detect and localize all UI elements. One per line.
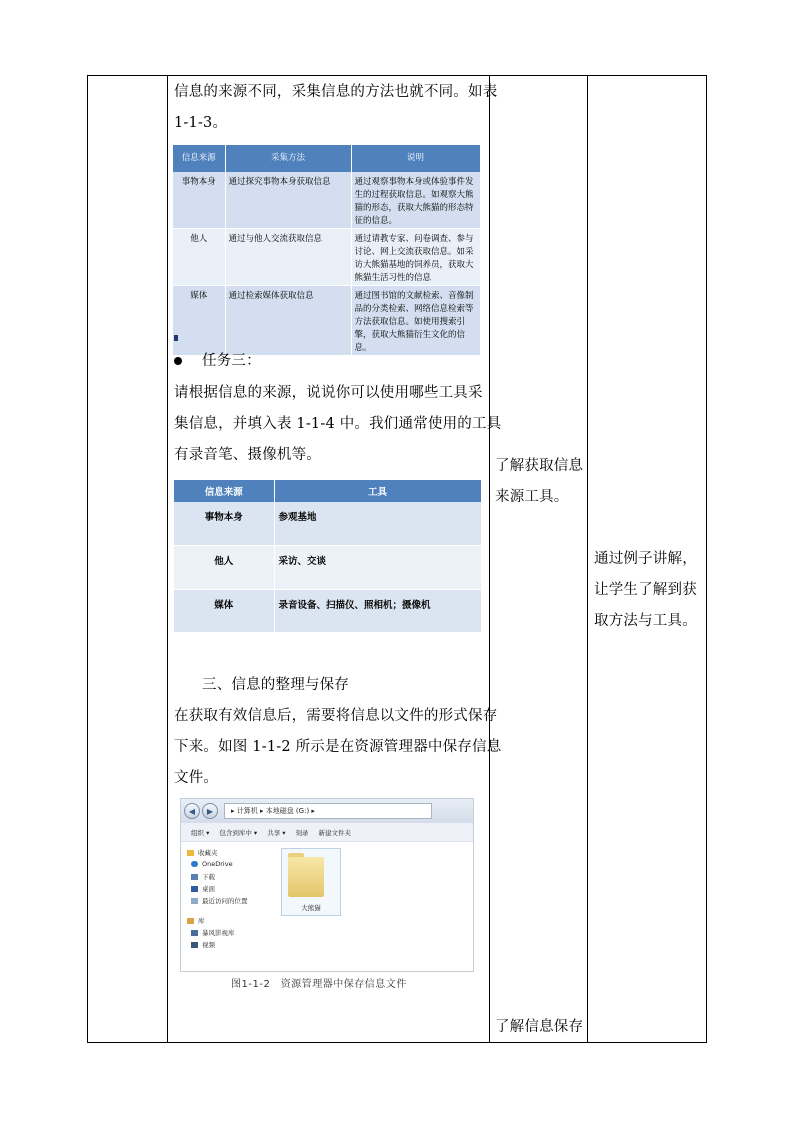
t3-cell: 通过图书馆的文献检索、音像制品的分类检索、网络信息检索等方法获取信息。如使用搜索引擎，获取大熊猫衍生文化的信息。 [351,286,480,356]
table-col-border-4 [587,75,588,1043]
student-col-text-1a: 了解获取信息 [495,458,584,474]
table-row [173,229,480,286]
media-icon [191,930,198,936]
table-1-1-3 [173,145,481,356]
t3-header-method: 采集方法 [225,145,351,172]
section3-line-3: 文件。 [174,770,219,786]
nav-item: 最近访问的位置 [191,896,248,905]
t3-cell: 媒体 [173,286,225,356]
star-icon [187,850,194,856]
toolbar-include-library: 包含到库中 ▾ [219,828,258,837]
table-top-border [87,75,707,76]
explorer-nav-pane [181,842,276,972]
t3-cell: 他人 [173,229,225,286]
task3-line-3: 有录音笔、摄像机等。 [174,447,321,463]
nav-item: 下载 [191,872,215,881]
table-bottom-border [87,1042,707,1043]
t4-cell: 参观基地 [274,502,481,546]
table-col-border-5 [706,75,707,1043]
t3-cell: 事物本身 [173,172,225,229]
student-col-text-2: 了解信息保存 [495,1019,584,1035]
t3-header-source: 信息来源 [173,145,225,172]
intro-line-2: 1-1-3。 [174,115,228,131]
design-col-line-3: 取方法与工具。 [594,613,697,629]
intro-line-1: 信息的来源不同，采集信息的方法也就不同。如表 [174,84,498,100]
section3-heading: 三、信息的整理与保存 [202,677,349,693]
toolbar-organize: 组织 ▾ [191,828,210,837]
task3-line-1: 请根据信息的来源，说说你可以使用哪些工具采 [174,385,483,401]
t3-cell: 通过观察事物本身或体验事件发生的过程获取信息。如观察大熊猫的形态，获取大熊猫的形态特征的信息。 [351,172,480,229]
toolbar-burn: 刻录 [295,828,309,837]
task3-line-2: 集信息，并填入表 1-1-4 中。我们通常使用的工具 [174,416,502,432]
download-icon [191,874,198,880]
video-icon [191,942,198,948]
figure-caption: 图1-1-2 资源管理器中保存信息文件 [231,979,407,990]
t4-cell: 采访、交谈 [274,546,481,590]
explorer-toolbar [181,823,473,842]
recent-icon [191,898,198,904]
design-col-line-1: 通过例子讲解， [594,551,697,567]
task3-title: 任务三： [202,353,261,369]
nav-item: OneDrive [191,860,233,868]
t4-header-tool: 工具 [274,480,481,502]
toolbar-share: 共享 ▾ [267,828,286,837]
t4-cell: 录音设备、扫描仪、照相机；摄像机 [274,590,481,633]
forward-icon: ▶ [202,803,218,819]
table-row [174,502,481,546]
t3-header-note: 说明 [351,145,480,172]
explorer-screenshot [180,798,474,972]
cloud-icon [191,861,198,867]
table-col-border-1 [87,75,88,1043]
library-icon [187,918,194,924]
folder-body [288,857,324,897]
table-row [173,286,480,356]
student-col-text-1b: 来源工具。 [495,489,569,505]
desktop-icon [191,886,198,892]
nav-item: 视频 [191,940,215,949]
anchor-mark [174,335,178,341]
t3-cell: 通过检索媒体获取信息 [225,286,351,356]
t4-cell: 事物本身 [174,502,274,546]
nav-item: 桌面 [191,884,215,893]
folder-label: 大熊猫 [301,904,321,912]
table-row [173,172,480,229]
back-icon: ◀ [184,803,200,819]
address-bar [181,799,473,823]
section3-line-1: 在获取有效信息后，需要将信息以文件的形式保存 [174,708,498,724]
t4-cell: 媒体 [174,590,274,633]
bullet-icon [174,357,182,365]
table-row [174,590,481,633]
t4-header-source: 信息来源 [174,480,274,502]
table-row [174,546,481,590]
nav-item: 暴风影视库 [191,928,235,937]
t3-cell: 通过探究事物本身获取信息 [225,172,351,229]
toolbar-new-folder: 新建文件夹 [318,828,352,837]
folder-item [281,848,341,916]
table-1-1-4 [174,480,482,633]
nav-item: 库 [187,916,205,925]
t3-cell: 通过与他人交流获取信息 [225,229,351,286]
t3-cell: 通过请教专家、问卷调查、参与讨论、网上交流获取信息。如采访大熊猫基地的饲养员，获取大熊猫生活习性的信息 [351,229,480,286]
address-path: ▸ 计算机 ▸ 本地磁盘 (G:) ▸ [224,803,432,819]
table-col-border-2 [167,75,168,1043]
table-col-border-3 [489,75,490,1043]
section3-line-2: 下来。如图 1-1-2 所示是在资源管理器中保存信息 [174,739,502,755]
nav-item: 收藏夹 [187,848,218,857]
t4-cell: 他人 [174,546,274,590]
design-col-line-2: 让学生了解到获 [594,582,697,598]
